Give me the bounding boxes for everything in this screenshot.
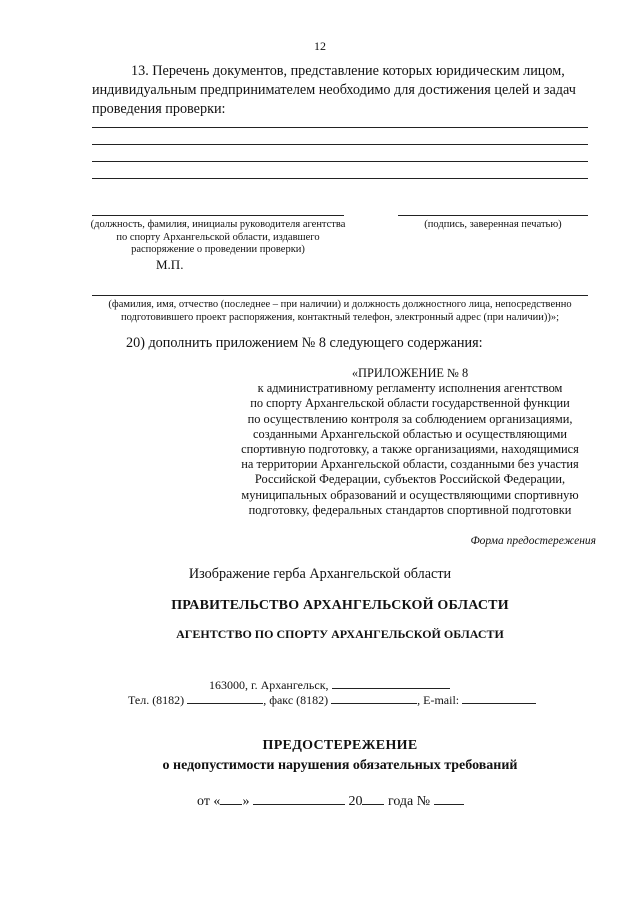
item-13-line-3: проведения проверки: xyxy=(92,101,226,117)
phone-label: Тел. (8182) xyxy=(128,693,185,707)
appendix-line: созданными Архангельской областью и осуществляющими xyxy=(253,426,567,441)
preparer-caption: (фамилия, имя, отчество (последнее – при наличии) и должность должностного лица, непосредственно подготовившего проект распоряжения, контактный телефон, электронный адрес (при наличии))»; xyxy=(108,299,572,323)
address-city: 163000, г. Архангельск, xyxy=(209,678,329,692)
address-line-2 xyxy=(128,692,536,708)
head-position-caption: (должность, фамилия, инициалы руководителя агентства по спорту Архангельской области, издавшего распоряжение о проведении проверки) xyxy=(90,219,346,255)
fax-blank xyxy=(331,692,417,704)
address-line-1 xyxy=(209,677,450,693)
appendix-line: спортивную подготовку, а также организациями, находящимися xyxy=(241,442,579,457)
day-blank xyxy=(220,793,242,805)
appendix-line: муниципальных образований и осуществляющими спортивную xyxy=(241,487,579,502)
document-subtitle: о недопустимости нарушения обязательных требований xyxy=(162,758,518,773)
appendix-line: подготовку, федеральных стандартов спортивной подготовки xyxy=(248,502,572,517)
signature-caption: (подпись, заверенная печатью) xyxy=(424,219,562,230)
appendix-line: по спорту Архангельской области государственной функции xyxy=(250,396,570,411)
stamp-label: М.П. xyxy=(156,257,184,272)
coat-of-arms-placeholder: Изображение герба Архангельской области xyxy=(188,566,452,582)
appendix-line: «ПРИЛОЖЕНИЕ № 8 xyxy=(351,366,469,380)
item-13-text xyxy=(92,62,602,119)
item-13-line-2: индивидуальным предпринимателем необходимо для достижения целей и задач xyxy=(92,82,576,98)
fill-line-3 xyxy=(92,161,588,162)
date-number-line xyxy=(197,793,464,810)
appendix-header xyxy=(210,366,610,518)
appendix-line: к административному регламенту исполнения агентством xyxy=(257,381,563,396)
signature-line-left xyxy=(92,215,344,216)
signature-line-right xyxy=(398,215,588,216)
appendix-line: Российской Федерации, субъектов Российской Федерации, xyxy=(254,472,566,487)
government-name: ПРАВИТЕЛЬСТВО АРХАНГЕЛЬСКОЙ ОБЛАСТИ xyxy=(171,598,509,613)
year-prefix: 20 xyxy=(348,794,363,809)
phone-blank xyxy=(187,692,263,704)
fill-line-2 xyxy=(92,144,588,145)
address-blank xyxy=(332,677,450,689)
date-from-label: от « xyxy=(197,794,221,809)
email-blank xyxy=(462,692,536,704)
appendix-line: по осуществлению контроля за соблюдением организациями, xyxy=(247,411,573,426)
fax-label: , факс (8182) xyxy=(263,693,329,707)
document-title: ПРЕДОСТЕРЕЖЕНИЕ xyxy=(262,738,418,753)
year-blank xyxy=(362,793,384,805)
agency-name: АГЕНТСТВО ПО СПОРТУ АРХАНГЕЛЬСКОЙ ОБЛАСТИ xyxy=(176,627,504,641)
preparer-line xyxy=(92,295,588,296)
month-blank xyxy=(253,793,345,805)
appendix-line: на территории Архангельской области, созданными без участия xyxy=(241,457,579,472)
item-20-text: 20) дополнить приложением № 8 следующего содержания: xyxy=(126,335,483,351)
number-blank xyxy=(434,793,464,805)
number-label: года № xyxy=(387,794,431,809)
email-label: , E-mail: xyxy=(417,693,460,707)
item-13-line-1: 13. Перечень документов, представление которых юридическим лицом, xyxy=(131,63,565,79)
fill-line-1 xyxy=(92,127,588,128)
form-label: Форма предостережения xyxy=(470,535,596,547)
fill-line-4 xyxy=(92,178,588,179)
page-number: 12 xyxy=(314,39,326,53)
date-close-quote: » xyxy=(242,794,250,809)
